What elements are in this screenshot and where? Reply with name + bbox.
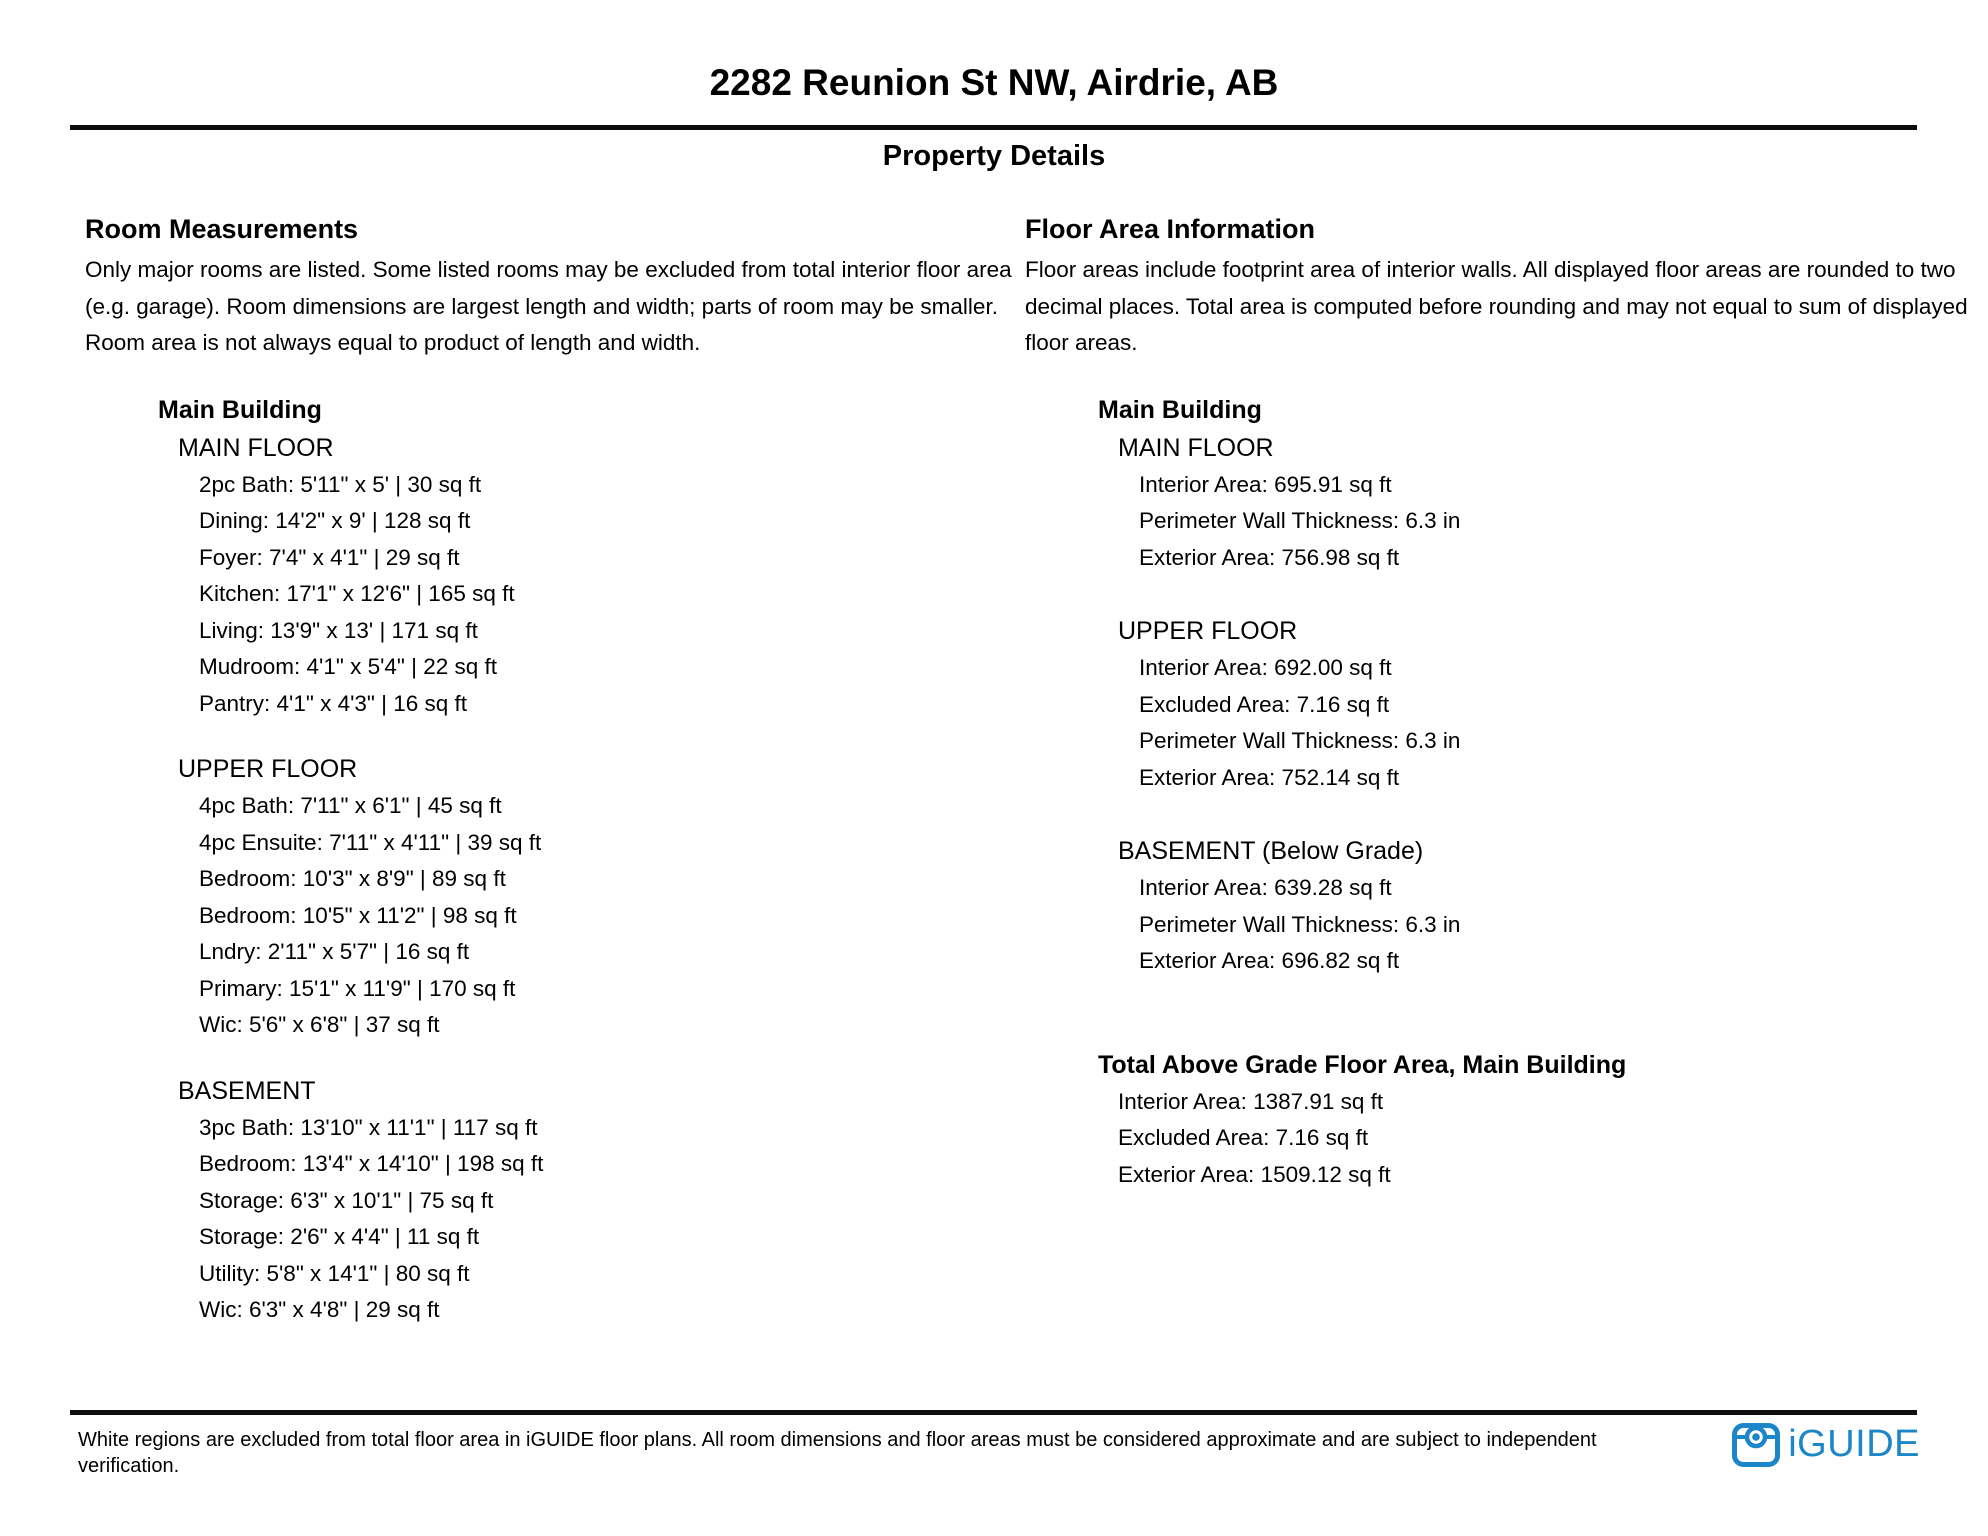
room-measurement: Primary: 15'1" x 11'9" | 170 sq ft — [199, 975, 516, 1001]
floor-name: UPPER FLOOR — [1118, 617, 1298, 645]
floor-section — [1025, 429, 1960, 577]
room-measurement: Pantry: 4'1" x 4'3" | 16 sq ft — [199, 690, 468, 716]
total-above-grade-heading: Total Above Grade Floor Area, Main Building — [1098, 1050, 1627, 1079]
page-subtitle: Property Details — [882, 140, 1106, 172]
description-line: Only major rooms are listed. Some listed rooms may be excluded from total interior floor area — [85, 257, 1012, 282]
room-measurement: 3pc Bath: 13'10" x 11'1" | 117 sq ft — [199, 1114, 538, 1140]
floor-section — [85, 750, 1020, 1044]
room-measurement: Bedroom: 13'4" x 14'10" | 198 sq ft — [199, 1151, 544, 1176]
room-measurement: Kitchen: 17'1" x 12'6" | 165 sq ft — [199, 581, 515, 606]
floor-area-building — [1025, 392, 1960, 980]
description-line: floor areas. — [1025, 330, 1138, 355]
room-measurements-section — [85, 212, 1020, 1329]
footer-disclaimer: White regions are excluded from total floor area in iGUIDE floor plans. All room dimensions and floor areas must be considered approximate and are subject to independent verification. — [78, 1429, 1597, 1477]
description-line: Floor areas include footprint area of interior walls. All displayed floor areas are rounded to two — [1025, 257, 1956, 282]
building-name: Main Building — [158, 395, 322, 424]
floor-name: BASEMENT (Below Grade) — [1118, 837, 1424, 865]
room-measurements-building — [85, 392, 1020, 1329]
header-divider — [70, 125, 1917, 130]
floor-area-stat: Perimeter Wall Thickness: 6.3 in — [1139, 508, 1461, 533]
room-measurement: Wic: 6'3" x 4'8" | 29 sq ft — [199, 1297, 440, 1322]
room-measurements-description — [85, 252, 1020, 362]
floor-area-stat: Perimeter Wall Thickness: 6.3 in — [1139, 728, 1461, 753]
room-measurement: Mudroom: 4'1" x 5'4" | 22 sq ft — [199, 654, 498, 679]
room-measurement: 4pc Ensuite: 7'11" x 4'11" | 39 sq ft — [199, 829, 542, 855]
room-measurement: Bedroom: 10'3" x 8'9" | 89 sq ft — [199, 866, 506, 891]
room-measurement: 2pc Bath: 5'11" x 5' | 30 sq ft — [199, 471, 482, 497]
floor-area-stat: Exterior Area: 696.82 sq ft — [1139, 948, 1400, 973]
floor-area-stat: Interior Area: 639.28 sq ft — [1139, 875, 1392, 900]
room-measurement: Utility: 5'8" x 14'1" | 80 sq ft — [199, 1260, 470, 1286]
floor-area-stat: Excluded Area: 7.16 sq ft — [1139, 691, 1390, 717]
room-measurements-heading: Room Measurements — [85, 214, 359, 244]
room-measurement: Storage: 6'3" x 10'1" | 75 sq ft — [199, 1187, 494, 1213]
iguide-camera-icon — [1731, 1420, 1781, 1468]
total-area-stat: Interior Area: 1387.91 sq ft — [1118, 1088, 1384, 1114]
description-line: (e.g. garage). Room dimensions are largest length and width; parts of room may be smaller. — [85, 293, 998, 319]
floor-name: UPPER FLOOR — [178, 755, 358, 783]
floor-area-stat: Interior Area: 695.91 sq ft — [1139, 471, 1392, 497]
iguide-logo-text: iGUIDE — [1788, 1422, 1920, 1465]
room-measurement: Lndry: 2'11" x 5'7" | 16 sq ft — [199, 939, 470, 964]
building-name: Main Building — [1098, 395, 1262, 424]
room-measurement: Dining: 14'2" x 9' | 128 sq ft — [199, 508, 471, 533]
floor-name: MAIN FLOOR — [1118, 433, 1274, 462]
total-above-grade-stats — [1025, 1084, 1960, 1194]
floor-area-stat: Exterior Area: 752.14 sq ft — [1139, 764, 1400, 790]
floor-section — [1025, 612, 1960, 796]
room-measurement: 4pc Bath: 7'11" x 6'1" | 45 sq ft — [199, 793, 502, 818]
footer-divider — [70, 1410, 1917, 1415]
total-area-stat: Exterior Area: 1509.12 sq ft — [1118, 1161, 1391, 1187]
floor-area-section — [1025, 212, 1968, 1193]
room-measurements-floors — [85, 429, 1020, 1329]
iguide-logo — [1731, 1420, 1920, 1468]
room-measurement: Living: 13'9" x 13' | 171 sq ft — [199, 617, 478, 643]
description-line: decimal places. Total area is computed before rounding and may not equal to sum of displayed — [1025, 293, 1968, 319]
room-measurement: Bedroom: 10'5" x 11'2" | 98 sq ft — [199, 902, 517, 928]
floor-area-stat: Interior Area: 692.00 sq ft — [1139, 655, 1392, 680]
floor-area-floors — [1025, 429, 1960, 980]
total-area-stat: Excluded Area: 7.16 sq ft — [1118, 1125, 1369, 1150]
floor-area-heading: Floor Area Information — [1025, 214, 1316, 244]
room-measurement: Storage: 2'6" x 4'4" | 11 sq ft — [199, 1224, 480, 1249]
room-measurement: Wic: 5'6" x 6'8" | 37 sq ft — [199, 1012, 440, 1037]
floor-area-stat: Perimeter Wall Thickness: 6.3 in — [1139, 911, 1461, 937]
floor-section — [85, 1072, 1020, 1329]
floor-area-description — [1025, 252, 1968, 362]
page-title: 2282 Reunion St NW, Airdrie, AB — [709, 62, 1279, 103]
description-line: Room area is not always equal to product of length and width. — [85, 330, 701, 355]
floor-name: MAIN FLOOR — [178, 433, 334, 462]
floor-name: BASEMENT — [178, 1076, 316, 1105]
floor-section — [1025, 832, 1960, 980]
floor-area-stat: Exterior Area: 756.98 sq ft — [1139, 544, 1400, 570]
room-measurement: Foyer: 7'4" x 4'1" | 29 sq ft — [199, 544, 460, 570]
floor-section — [85, 429, 1020, 723]
total-above-grade-block — [1025, 1046, 1960, 1194]
